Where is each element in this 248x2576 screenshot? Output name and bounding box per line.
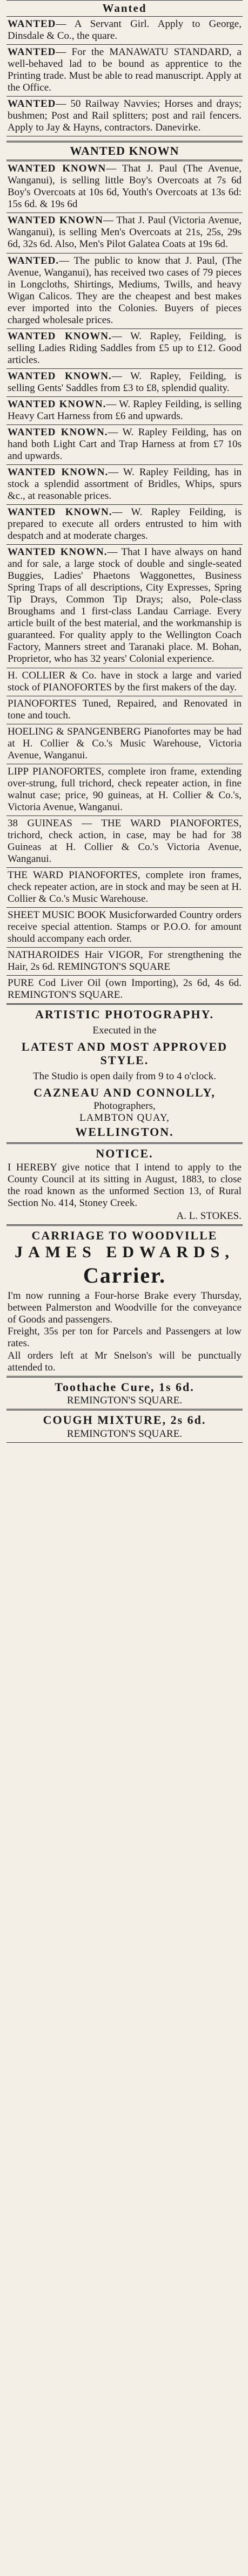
- wanted-known-ad: [6, 369, 243, 397]
- ad-lead: WANTED: [8, 46, 56, 58]
- wanted-known-ad: [6, 425, 243, 465]
- photo-line-1: Executed in the: [92, 1024, 157, 1036]
- hair-vigor-ad: NATHAROIDES Hair VIGOR, For strengthening the Hair, 2s 6d. REMINGTON'S SQUARE: [6, 948, 243, 976]
- ad-text: — W. Rapley, Feilding, is selling Gents' Saddles from £3 to £8, splendid quality.: [8, 370, 242, 394]
- ad-lead: WANTED: [8, 18, 56, 30]
- wanted-known-ad: [6, 505, 243, 545]
- ad-lead: WANTED KNOWN.: [8, 546, 108, 558]
- ward-pianos-ad: THE WARD PIANOFORTES, complete iron frames, check repeater action, are in stock and may be seen at H. Collier & Co.'s Music Warehouse.: [6, 868, 243, 908]
- ad-lead: WANTED KNOWN.: [8, 370, 112, 382]
- ad-text: — That J. Paul (The Avenue, Wanganui), is selling little Boy's Overcoats at 7s 6d Boy's Overcoats at 10s 6d, Youth's Overcoats at 13s 6d: 15s 6d. & 19s 6d: [8, 163, 242, 210]
- cough-text: COUGH MIXTURE, 2s 6d.: [43, 1413, 206, 1427]
- ad-lead: WANTED: [8, 98, 56, 110]
- ad-text: — That I have always on hand and for sale, a large stock of double and single-seated Buggies, Ladies' Phaetons Waggonettes, Business Spring Traps of all descriptions, City Expresses, Spring Tip Drays, Common Tip Drays; also, Pole-class Broughams and 1 first-class Landau Carriage. Every article built of the best material, and the workmanship is guaranteed. For quality apply to the Wellington Coach Factory, Manners street and Taranaki place. M. Bohan, Proprietor, who has 32 years' Colonial experience.: [8, 546, 242, 665]
- sheet-music-ad: SHEET MUSIC BOOK Musicforwarded Country orders receive special attention. Stamps or P.O.O. for amount should accompany each order.: [6, 908, 243, 948]
- ad-text: — W. Rapley Feilding, is prepared to execute all orders entrusted to him with despatch and at moderate charges.: [8, 506, 242, 542]
- wanted-known-ad: [6, 329, 243, 369]
- ad-text: — W. Rapley Feilding, has in stock a splendid assortment of Bridles, Whips, spurs &c., at reasonable prices.: [8, 467, 242, 502]
- ad-text: — That J. Paul (Victoria Avenue, Wanganui), is selling Men's Overcoats at 21s, 25s, 29s 6d, 32s 6d. Also, Men's Pilot Galatea Coats at 19s 6d.: [8, 215, 242, 250]
- wanted-known-ad: [6, 397, 243, 425]
- lipp-pianos-ad: LIPP PIANOFORTES, complete iron frame, extending over-strung, full trichord, check repeater action, in fine walnut case; price, 90 guineas, at H. Collier & Co.'s, Victoria Avenue, Wanganui.: [6, 764, 243, 816]
- photo-line-2: LATEST AND MOST APPROVED STYLE.: [21, 1039, 228, 1067]
- notice-ad: [6, 1144, 243, 1226]
- ad-lead: WANTED KNOWN.: [8, 467, 109, 478]
- collier-ad: H. COLLIER & Co. have in stock a large and varied stock of PIANOFORTES by the first makers of the day.: [6, 668, 243, 696]
- wanted-ad: [6, 45, 243, 97]
- ad-text: — 50 Railway Navvies; Horses and drays; bushmen; Post and Rail splitters; post and rail fencers. Apply to Jay & Hayns, contractors. Danevirke.: [8, 98, 242, 134]
- hoeling-ad: HOELING & SPANGENBERG Pianofortes may be had at H. Collier & Co.'s Music Warehouse, Victoria Avenue, Wanganui.: [6, 724, 243, 764]
- toothache-ad: [6, 1378, 243, 1411]
- wanted-known-ad: [6, 254, 243, 329]
- ward-38-guineas-ad: 38 GUINEAS — THE WARD PIANOFORTES, trichord, check action, in case, may be had for 38 Guineas at H. Collier & Co.'s Victoria Avenue, Wanganui.: [6, 816, 243, 868]
- carrier-name: JAMES EDWARDS,: [15, 1243, 234, 1262]
- photo-hours: The Studio is open daily from 9 to 4 o'clock.: [32, 1070, 217, 1082]
- notice-text: I HEREBY give notice that I intend to apply to the County Council at its sitting in August, 1883, to close the road known as the unformed Section 13, of Rural Section No. 414, Stoney Creek.: [8, 1161, 242, 1209]
- ad-lead: WANTED.: [8, 255, 59, 266]
- notice-title: NOTICE.: [96, 1146, 153, 1160]
- carrier-heading: CARRIAGE TO WOODVILLE: [31, 1228, 218, 1242]
- ad-text: — W. Rapley Feilding, has on hand both Light Cart and Trap Harness at from £7 10s and upwards.: [8, 426, 242, 462]
- ad-text: — The public to know that J. Paul, (The Avenue, Wanganui), has received two cases of 79 pieces in Longcloths, Shirtings, Mediums, Twills, and heavy Wigan Calicos. They are the cheapest and best makes ever imported into the Colonies. Buyers of pieces charged wholesale prices.: [8, 255, 242, 326]
- wanted-known-ad: [6, 161, 243, 213]
- ad-text: — W. Rapley, Feilding, is selling Ladies Riding Saddles from £5 up to £12. Good articles.: [8, 330, 242, 366]
- pianos-tuned-ad: PIANOFORTES Tuned, Repaired, and Renovated in tone and touch.: [6, 696, 243, 724]
- photo-firm: CAZNEAU AND CONNOLLY,: [33, 1085, 216, 1099]
- photography-ad: [6, 1005, 243, 1144]
- ad-text: — A Servant Girl. Apply to George, Dinsdale & Co., the quare.: [8, 18, 242, 42]
- cough-location: REMINGTON'S SQUARE.: [66, 1428, 183, 1440]
- photo-role: Photographers,: [93, 1100, 156, 1112]
- wanted-known-ad: [6, 545, 243, 668]
- ad-lead: WANTED KNOWN.: [8, 426, 108, 438]
- cod-liver-oil-ad: PURE Cod Liver Oil (own Importing), 2s 6d, 4s 6d. REMINGTON'S SQUARE.: [6, 976, 243, 1005]
- ad-text: — For the MANAWATU STANDARD, a well-behaved lad to be bound as apprentice to the Printing trade. Must be able to read manuscript. Apply at the Office.: [8, 46, 242, 94]
- wanted-known-ad: [6, 213, 243, 253]
- wanted-ad: [6, 17, 243, 45]
- ad-lead: WANTED KNOWN: [8, 163, 106, 175]
- wanted-ad: [6, 97, 243, 136]
- ad-lead: WANTED KNOWN.: [8, 330, 112, 342]
- carrier-text-2: Freight, 35s per ton for Parcels and Passengers at low rates.: [8, 1326, 242, 1349]
- notice-signature: A. L. STOKES.: [176, 1210, 242, 1222]
- toothache-text: Toothache Cure, 1s 6d.: [55, 1380, 195, 1394]
- photo-city: WELLINGTON.: [75, 1125, 174, 1139]
- ad-lead: WANTED KNOWN.: [8, 398, 106, 410]
- photo-address: LAMBTON QUAY,: [79, 1112, 170, 1124]
- ad-text: — W. Rapley Feilding, is selling Heavy Cart Harness from £6 and upwards.: [8, 398, 242, 422]
- cough-ad: [6, 1410, 243, 1443]
- carrier-text-3: All orders left at Mr Snelson's will be punctually attended to.: [8, 1349, 242, 1373]
- ad-lead: WANTED KNOWN.: [8, 506, 112, 518]
- carrier-text-1: I'm now running a Four-horse Brake every Thursday, between Palmerston and Woodville for the conveyance of Goods and passengers.: [8, 1290, 242, 1326]
- ad-lead: WANTED KNOWN: [8, 215, 103, 227]
- toothache-location: REMINGTON'S SQUARE.: [66, 1395, 183, 1407]
- carrier-ad: [6, 1226, 243, 1378]
- section-heading: WANTED KNOWN: [6, 141, 243, 161]
- carrier-title: Carrier.: [83, 1263, 166, 1287]
- wanted-known-ad: [6, 465, 243, 505]
- photo-title: ARTISTIC PHOTOGRAPHY.: [35, 1008, 214, 1022]
- page-title: Wanted: [6, 0, 243, 17]
